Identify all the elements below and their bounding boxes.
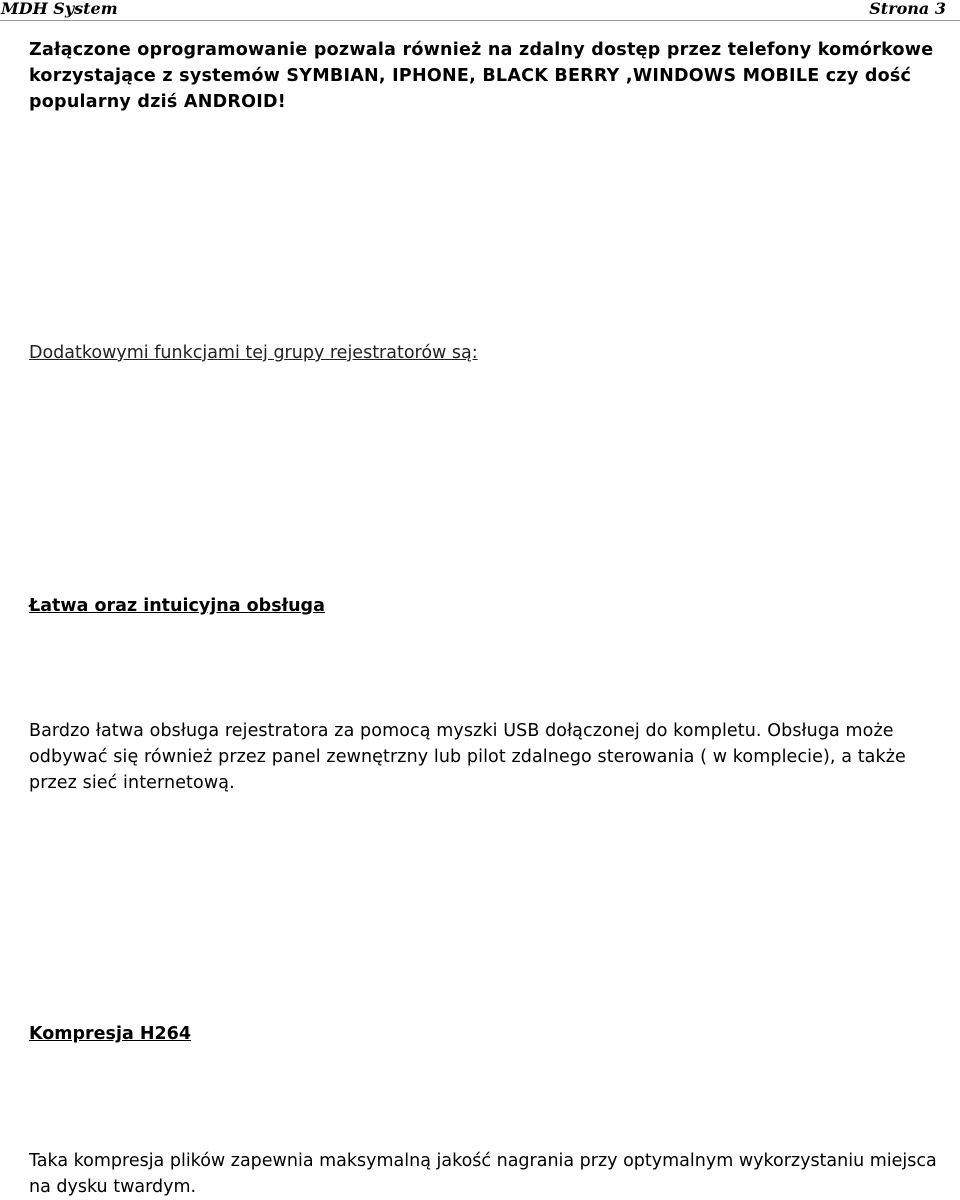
section-body-easy-use: Bardzo łatwa obsługa rejestratora za pomocą myszki USB dołączonej do kompletu. Obsługa może odbywać się również przez panel zewnętrzny lub pilot zdalnego sterowania ( w komplecie), a także przez sieć internetową. [29, 721, 906, 793]
section-heading-easy-use: Łatwa oraz intuicyjna obsługa [29, 596, 325, 616]
page-header [0, 0, 960, 21]
page-number: Strona 3 [869, 0, 946, 18]
functions-intro: Dodatkowymi funkcjami tej grupy rejestratorów są: [29, 343, 478, 363]
intro-paragraph: Załączone oprogramowanie pozwala również na zdalny dostęp przez telefony komórkowe korzystające z systemów SYMBIAN, IPHONE, BLACK BERRY ,WINDOWS MOBILE czy dość popularny dziś ANDROID! [29, 40, 934, 112]
section-heading-h264: Kompresja H264 [29, 1024, 192, 1044]
section-body-h264: Taka kompresja plików zapewnia maksymalną jakość nagrania przy optymalnym wykorzystaniu miejsca na dysku twardym. [29, 1151, 937, 1197]
header-title: MDH System [1, 0, 118, 18]
